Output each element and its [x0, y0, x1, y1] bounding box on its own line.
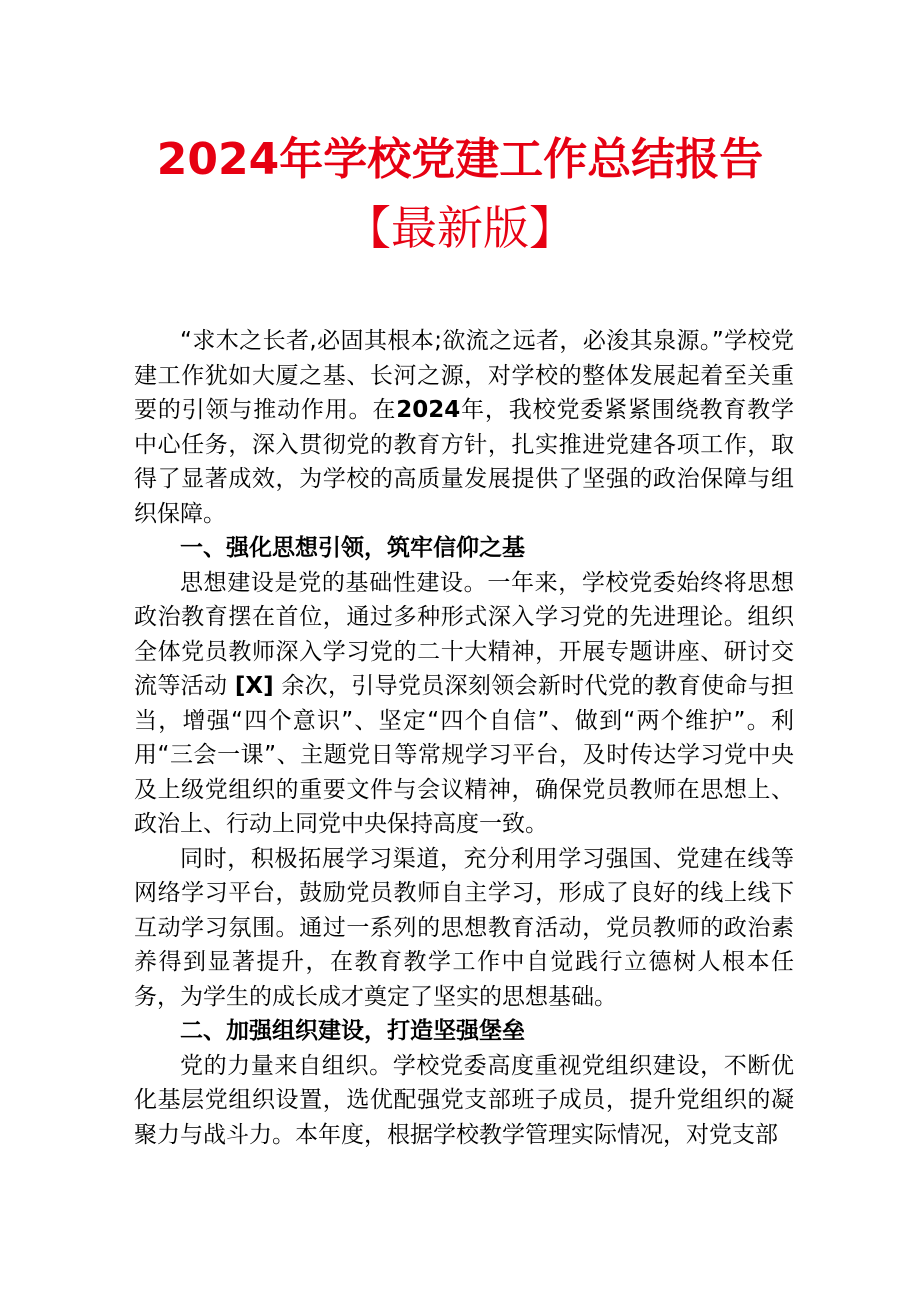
section-2-paragraph-1: 党的力量来自组织。学校党委高度重视党组织建设，不断优化基层党组织设置，选优配强党支部班子成员，提升党组织的凝聚力与战斗力。本年度，根据学校教学管理实际情况，对党支部: [134, 1052, 794, 1148]
section-2-heading: 二、加强组织建设，打造坚强堡垒: [180, 1018, 525, 1044]
section-1-text-1: 思想建设是党的基础性建设。一年来，学校党委始终将思想政治教育摆在首位，通过多种形式深入学习党的先进理论。组织全体党员教师深入学习党的二十大精神，开展专题讲座、研讨交流等活动: [134, 569, 794, 699]
document-subtitle: 【最新版】: [345, 201, 575, 255]
section-1-paragraph-2: 同时，积极拓展学习渠道，充分利用学习强国、党建在线等网络学习平台，鼓励党员教师自主学习，形成了良好的线上线下互动学习氛围。通过一系列的思想教育活动，党员教师的政治素养得到显著提升，在教育教学工作中自觉践行立德树人根本任务，为学生的成长成才奠定了坚实的思想基础。: [134, 845, 794, 1010]
intro-text-2: 年，我校党委紧紧围绕教育教学中心任务，深入贯彻党的教育方针，扎实推进党建各项工作，取得了显著成效，为学校的高质量发展提供了坚强的政治保障与组织保障。: [134, 397, 795, 527]
section-1-placeholder-mark: [X]: [234, 673, 274, 699]
intro-text-1: “求木之长者,必固其根本;欲流之远者，必浚其泉源。”学校党建工作犹如大厦之基、长河之源，对学校的整体发展起着至关重要的引领与推动作用。在: [134, 328, 794, 423]
intro-paragraph: [134, 324, 794, 531]
document-body: [134, 324, 794, 1152]
section-1-paragraph-1: [134, 566, 794, 842]
intro-year: 2024: [396, 397, 461, 423]
document-title: 2024年学校党建工作总结报告: [156, 134, 764, 185]
section-1-heading: 一、强化思想引领，筑牢信仰之基: [180, 535, 525, 561]
section-1-text-2: 余次，引导党员深刻领会新时代党的教育使命与担当，增强“四个意识”、坚定“四个自信”、做到“两个维护”。利用“三会一课”、主题党日等常规学习平台，及时传达学习党中央及上级党组织的重要文件与会议精神，确保党员教师在思想上、政治上、行动上同党中央保持高度一致。: [134, 673, 795, 837]
